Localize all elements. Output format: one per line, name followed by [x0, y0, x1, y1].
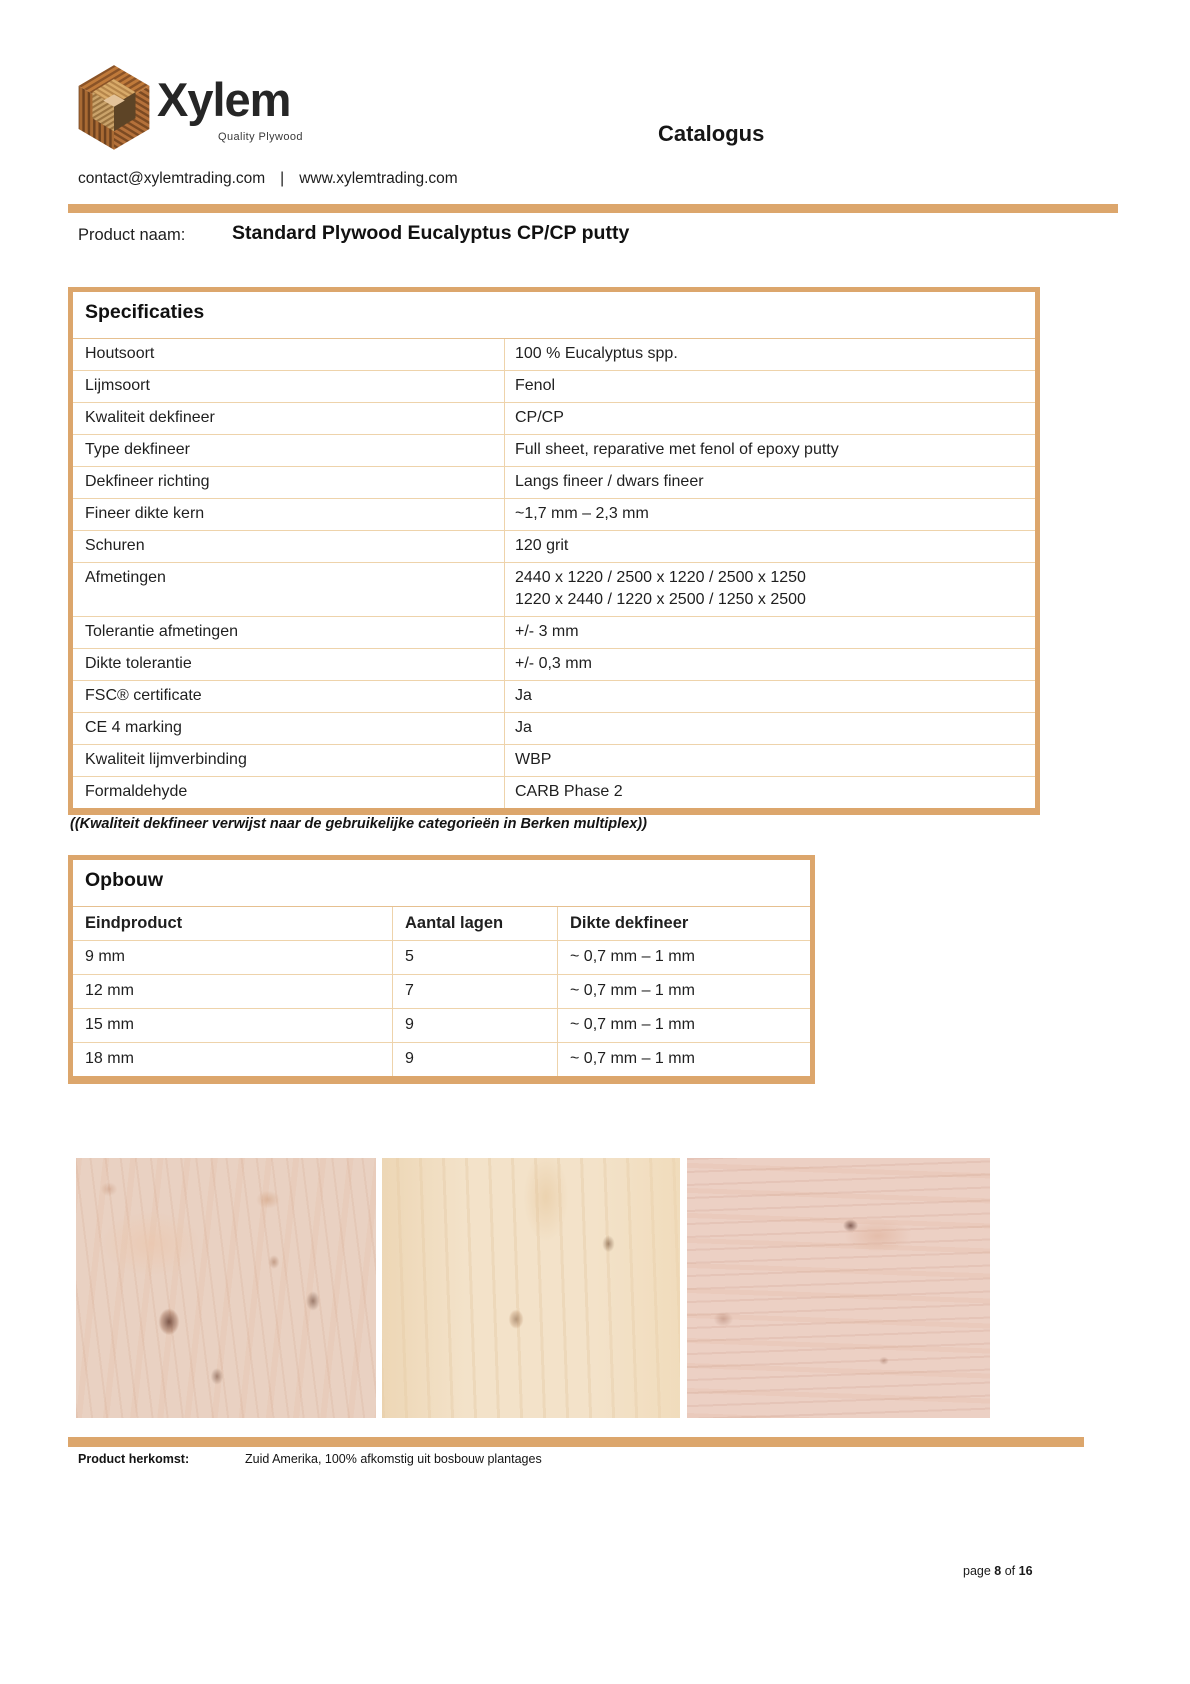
spec-label: Kwaliteit dekfineer: [73, 403, 505, 434]
opbouw-cell: ~ 0,7 mm – 1 mm: [570, 982, 695, 999]
opbouw-column-header: Dikte dekfineer: [570, 914, 689, 932]
spec-label: FSC® certificate: [73, 681, 505, 712]
opbouw-cell: ~ 0,7 mm – 1 mm: [570, 948, 695, 965]
spec-value: Fenol: [515, 377, 556, 394]
spec-label: Afmetingen: [73, 563, 505, 616]
contact-separator: |: [280, 170, 285, 187]
spec-row: [73, 713, 1035, 745]
spec-label: CE 4 marking: [73, 713, 505, 744]
opbouw-row: [73, 975, 810, 1009]
spec-value: +/- 0,3 mm: [515, 655, 592, 672]
opbouw-cell: ~ 0,7 mm – 1 mm: [570, 1016, 695, 1033]
spec-value: WBP: [515, 751, 552, 768]
opbouw-cell: 9 mm: [73, 941, 393, 974]
spec-row: [73, 435, 1035, 467]
spec-label: Lijmsoort: [73, 371, 505, 402]
spec-label: Houtsoort: [73, 339, 505, 370]
opbouw-cell: ~ 0,7 mm – 1 mm: [570, 1050, 695, 1067]
wood-veneer-sample-3: [687, 1158, 990, 1418]
footer-accent-bar: [68, 1437, 1084, 1447]
opbouw-column-header: Aantal lagen: [393, 907, 558, 940]
opbouw-column-header: Eindproduct: [73, 907, 393, 940]
spec-value: Ja: [515, 687, 532, 704]
opbouw-cell: 9: [393, 1043, 558, 1076]
spec-label: Dekfineer richting: [73, 467, 505, 498]
spec-value: Langs fineer / dwars fineer: [515, 473, 704, 490]
of-word: of: [1004, 1564, 1016, 1578]
spec-row: [73, 499, 1035, 531]
opbouw-rows: [73, 941, 810, 1076]
spec-row: [73, 777, 1035, 808]
spec-value: Ja: [515, 719, 532, 736]
brand-name: Xylem: [157, 73, 291, 126]
spec-row: [73, 649, 1035, 681]
origin-value: Zuid Amerika, 100% afkomstig uit bosbouw plantages: [245, 1452, 542, 1466]
opbouw-title: Opbouw: [73, 860, 810, 907]
spec-value: CARB Phase 2: [515, 783, 623, 800]
opbouw-cell: 15 mm: [73, 1009, 393, 1042]
spec-row: [73, 563, 1035, 617]
page-number: [963, 1564, 1033, 1578]
wood-veneer-sample-2: [382, 1158, 680, 1418]
spec-row: [73, 339, 1035, 371]
spec-value: 100 % Eucalyptus spp.: [515, 345, 678, 362]
spec-label: Dikte tolerantie: [73, 649, 505, 680]
opbouw-row: [73, 1043, 810, 1076]
opbouw-cell: 12 mm: [73, 975, 393, 1008]
page-word: page: [963, 1564, 991, 1578]
wood-veneer-sample-1: [76, 1158, 376, 1418]
opbouw-cell: 18 mm: [73, 1043, 393, 1076]
spec-value: ~1,7 mm – 2,3 mm: [515, 505, 649, 522]
contact-line: [78, 170, 458, 188]
plywood-hexagon-logo-icon: [74, 62, 154, 156]
page-number-current: 8: [994, 1564, 1002, 1578]
opbouw-table: [68, 855, 815, 1084]
spec-row: [73, 531, 1035, 563]
spec-row: [73, 617, 1035, 649]
spec-value: 120 grit: [515, 537, 569, 554]
spec-value: 2440 x 1220 / 2500 x 1220 / 2500 x 1250 1220 x 2440 / 1220 x 2500 / 1250 x 2500: [515, 569, 806, 608]
contact-email-link[interactable]: contact@xylemtrading.com: [78, 170, 266, 187]
spec-row: [73, 681, 1035, 713]
spec-label: Type dekfineer: [73, 435, 505, 466]
product-name-label: Product naam:: [78, 226, 186, 244]
header-accent-bar: [68, 204, 1118, 213]
specifications-table: [68, 287, 1040, 815]
specifications-title: Specificaties: [73, 292, 1035, 339]
specifications-footnote: ((Kwaliteit dekfineer verwijst naar de gebruikelijke categorieën in Berken multiplex)): [70, 816, 647, 832]
spec-row: [73, 745, 1035, 777]
spec-label: Tolerantie afmetingen: [73, 617, 505, 648]
opbouw-cell: 9: [393, 1009, 558, 1042]
brand-tagline: Quality Plywood: [218, 131, 303, 143]
spec-label: Kwaliteit lijmverbinding: [73, 745, 505, 776]
spec-row: [73, 371, 1035, 403]
opbouw-cell: 5: [393, 941, 558, 974]
spec-value: Full sheet, reparative met fenol of epoxy putty: [515, 441, 839, 458]
spec-value: CP/CP: [515, 409, 564, 426]
website-link[interactable]: www.xylemtrading.com: [299, 170, 458, 187]
product-name-value: Standard Plywood Eucalyptus CP/CP putty: [232, 222, 630, 244]
spec-label: Formaldehyde: [73, 777, 505, 808]
spec-label: Fineer dikte kern: [73, 499, 505, 530]
document-title: Catalogus: [658, 121, 765, 146]
opbouw-row: [73, 941, 810, 975]
specifications-rows: [73, 339, 1035, 808]
spec-label: Schuren: [73, 531, 505, 562]
spec-value: +/- 3 mm: [515, 623, 579, 640]
opbouw-row: [73, 1009, 810, 1043]
opbouw-header-row: [73, 907, 810, 941]
opbouw-cell: 7: [393, 975, 558, 1008]
origin-label: Product herkomst:: [78, 1452, 190, 1466]
spec-row: [73, 403, 1035, 435]
spec-row: [73, 467, 1035, 499]
page-number-total: 16: [1018, 1564, 1033, 1578]
